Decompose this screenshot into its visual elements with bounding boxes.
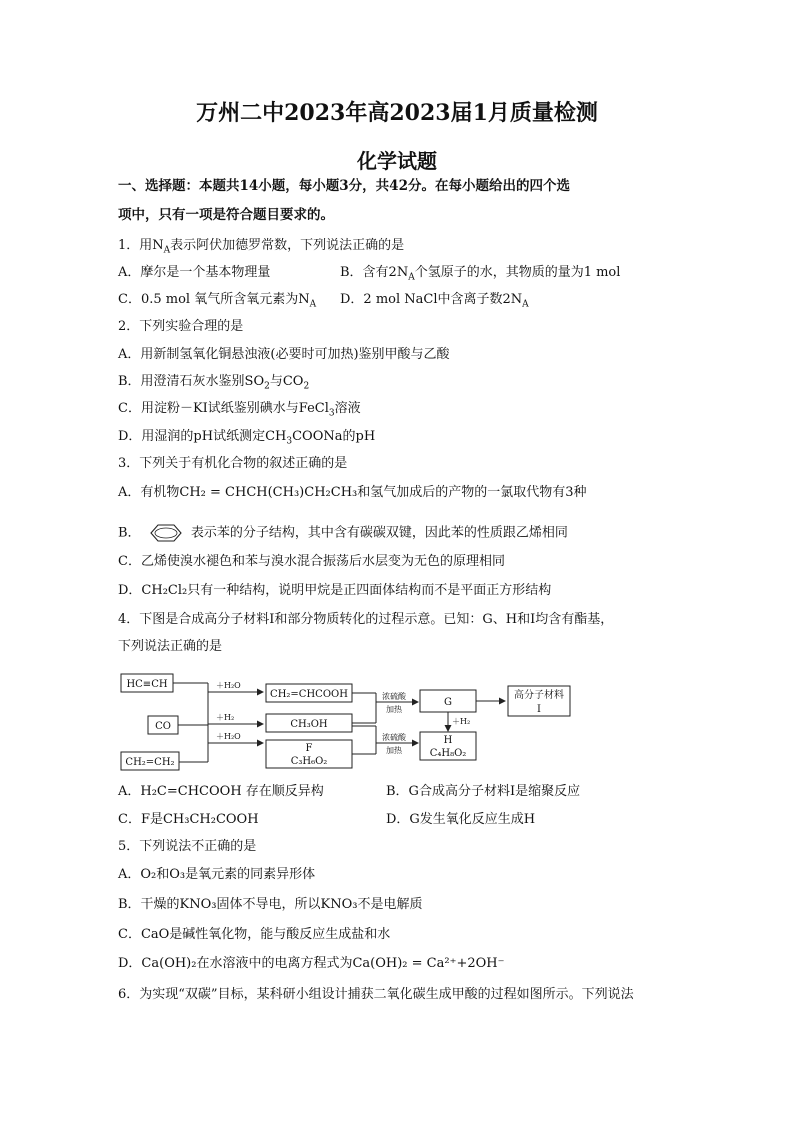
node-g: G bbox=[444, 697, 452, 708]
section-heading: 一、选择题：本题共14小题，每小题3分，共42分。在每小题给出的四个选 bbox=[118, 178, 570, 194]
q1-stem: 1．用$N_A$表示阿伏加德罗常数，下列说法正确的是 bbox=[118, 238, 405, 256]
q4-option-a: A．H₂C=CHCOOH 存在顺反异构 bbox=[118, 784, 324, 799]
page-subtitle: 化学试题 bbox=[357, 149, 437, 173]
node-co: CO bbox=[155, 721, 171, 732]
label-g-plus-h2: ＋H₂ bbox=[452, 717, 471, 726]
q3-option-d: D．CH₂Cl₂只有一种结构，说明甲烷是正四面体结构而不是平面正方形结构 bbox=[118, 583, 552, 598]
q2-option-d: D．用湿润的pH试纸测定$CH_3COONa$的pH bbox=[118, 429, 376, 447]
node-f-formula: C₃H₆O₂ bbox=[290, 756, 328, 767]
label-heat-1: 加热 bbox=[386, 705, 402, 714]
node-acetylene: HC≡CH bbox=[126, 679, 168, 690]
q2-option-a: A．用新制氢氧化铜悬浊液(必要时可加热)鉴别甲酸与乙酸 bbox=[118, 347, 450, 362]
node-f: F bbox=[305, 743, 313, 754]
q3-option-a: A．有机物CH₂ = CHCH(CH₃)CH₂CH₃和氢气加成后的产物的一氯取代物有3种 bbox=[118, 485, 587, 500]
page-title: 万州二中2023年高2023届1月质量检测 bbox=[196, 100, 598, 126]
q1-option-a: A．摩尔是一个基本物理量 bbox=[118, 265, 271, 280]
label-plus-h2: ＋H₂ bbox=[216, 713, 235, 722]
q4-option-c: C．F是CH₃CH₂COOH bbox=[118, 812, 259, 827]
q4-option-b: B．G合成高分子材料I是缩聚反应 bbox=[386, 784, 581, 799]
q4-option-d: D．G发生氧化反应生成H bbox=[386, 812, 536, 827]
section-heading-cont: 项中，只有一项是符合题目要求的。 bbox=[118, 207, 334, 223]
q2-option-b: B．用澄清石灰水鉴别$SO_2$与$CO_2$ bbox=[118, 374, 310, 392]
q1-option-b: B．含有$2N_A$个氢原子的水，其物质的量为1 mol bbox=[340, 265, 621, 283]
q2-option-c: C．用淀粉－KI试纸鉴别碘水与FeCl$_3$溶液 bbox=[118, 401, 361, 419]
label-plus-h2o-1: ＋H₂O bbox=[216, 681, 241, 690]
q1-option-d: D．2 mol NaCl中含离子数$2N_A$ bbox=[340, 292, 529, 310]
node-h-formula: C₄H₈O₂ bbox=[429, 748, 467, 759]
node-ethylene: CH₂=CH₂ bbox=[125, 757, 175, 768]
label-plus-h2o-2: ＋H₂O bbox=[216, 732, 241, 741]
q3-stem: 3．下列关于有机化合物的叙述正确的是 bbox=[118, 456, 348, 471]
q1-row2 bbox=[118, 291, 678, 314]
label-conc-acid-2: 浓硫酸 bbox=[382, 733, 406, 742]
q4-stem-cont: 下列说法正确的是 bbox=[118, 639, 223, 654]
node-h: H bbox=[443, 735, 453, 746]
q5-option-d: D．Ca(OH)₂在水溶液中的电离方程式为Ca(OH)₂ = Ca²⁺+2OH⁻ bbox=[118, 956, 505, 971]
label-heat-2: 加热 bbox=[386, 746, 402, 755]
q2-stem: 2．下列实验合理的是 bbox=[118, 319, 244, 334]
q1-option-c: C．0.5 mol 氧气所含氧元素为$N_A$ bbox=[118, 292, 317, 310]
node-acrylic-acid: CH₂=CHCOOH bbox=[270, 689, 348, 700]
node-methanol: CH₃OH bbox=[290, 719, 328, 730]
label-conc-acid-1: 浓硫酸 bbox=[382, 692, 406, 701]
q3-option-b: B． 表示苯的分子结构，其中含有碳碳双键，因此苯的性质跟乙烯相同 bbox=[118, 525, 568, 541]
q5-option-c: C．CaO是碱性氧化物，能与酸反应生成盐和水 bbox=[118, 927, 391, 942]
q5-option-b: B．干燥的KNO₃固体不导电，所以KNO₃不是电解质 bbox=[118, 897, 423, 912]
q3-option-c: C．乙烯使溴水褪色和苯与溴水混合振荡后水层变为无色的原理相同 bbox=[118, 554, 505, 569]
q4-row2 bbox=[118, 811, 678, 829]
q5-option-a: A．O₂和O₃是氧元素的同素异形体 bbox=[118, 867, 316, 882]
benzene-ring-icon bbox=[149, 524, 183, 542]
q5-stem: 5．下列说法不正确的是 bbox=[118, 839, 257, 854]
node-polymer: 高分子材料 bbox=[514, 690, 564, 701]
q4-stem: 4．下图是合成高分子材料I和部分物质转化的过程示意。已知：G、H和I均含有酯基， bbox=[118, 612, 614, 627]
q6-stem: 6．为实现“双碳”目标，某科研小组设计捕获二氧化碳生成甲酸的过程如图所示。下列说法 bbox=[118, 987, 634, 1002]
synthesis-flow-diagram bbox=[118, 668, 588, 774]
q1-row1 bbox=[118, 264, 678, 282]
q4-row1 bbox=[118, 783, 678, 801]
node-polymer-i: I bbox=[537, 704, 541, 715]
